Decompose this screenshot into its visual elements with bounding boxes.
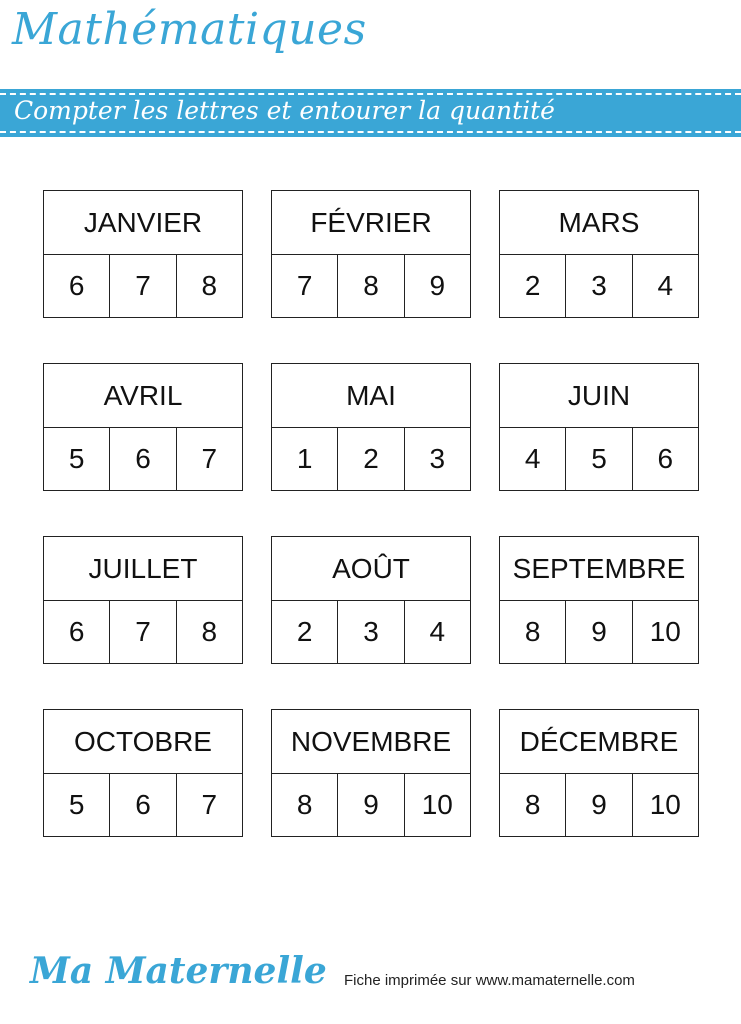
- number-choice[interactable]: 6: [110, 428, 176, 490]
- month-card: [499, 536, 699, 664]
- number-choices: [272, 601, 470, 663]
- month-name: SEPTEMBRE: [500, 537, 698, 601]
- month-name: OCTOBRE: [44, 710, 242, 774]
- number-choice[interactable]: 2: [272, 601, 338, 663]
- month-card: [43, 536, 243, 664]
- number-choice[interactable]: 9: [338, 774, 404, 836]
- month-name: FÉVRIER: [272, 191, 470, 255]
- number-choice[interactable]: 7: [110, 601, 176, 663]
- month-card: [271, 190, 471, 318]
- number-choice[interactable]: 9: [429, 270, 446, 301]
- print-source-note: Fiche imprimée sur www.mamaternelle.com: [344, 972, 635, 989]
- number-choices: [272, 255, 470, 317]
- brand-logo: Ma Maternelle: [30, 950, 327, 992]
- month-card: [43, 709, 243, 837]
- number-choice[interactable]: 10: [649, 789, 681, 820]
- page-title: Mathématiques: [12, 4, 367, 55]
- month-name: NOVEMBRE: [272, 710, 470, 774]
- month-card: [499, 190, 699, 318]
- month-name: JUILLET: [44, 537, 242, 601]
- month-card: [271, 709, 471, 837]
- month-card: [43, 190, 243, 318]
- number-choices: [44, 428, 242, 490]
- number-choice[interactable]: 8: [201, 270, 218, 301]
- number-choice[interactable]: 7: [110, 255, 176, 317]
- month-name: JANVIER: [44, 191, 242, 255]
- number-choice[interactable]: 8: [201, 616, 218, 647]
- number-choice[interactable]: 4: [429, 616, 446, 647]
- number-choice[interactable]: 2: [338, 428, 404, 490]
- number-choice[interactable]: 6: [44, 601, 110, 663]
- number-choices: [500, 255, 698, 317]
- number-choices: [500, 428, 698, 490]
- month-card: [499, 363, 699, 491]
- number-choice[interactable]: 6: [657, 443, 674, 474]
- number-choice[interactable]: 5: [44, 428, 110, 490]
- month-card: [499, 709, 699, 837]
- number-choice[interactable]: 7: [201, 789, 218, 820]
- month-name: MARS: [500, 191, 698, 255]
- month-name: JUIN: [500, 364, 698, 428]
- month-card: [43, 363, 243, 491]
- number-choice[interactable]: 9: [566, 774, 632, 836]
- number-choice[interactable]: 5: [44, 774, 110, 836]
- number-choice[interactable]: 6: [44, 255, 110, 317]
- number-choice[interactable]: 4: [657, 270, 674, 301]
- number-choice[interactable]: 3: [429, 443, 446, 474]
- month-name: DÉCEMBRE: [500, 710, 698, 774]
- month-card: [271, 536, 471, 664]
- number-choice[interactable]: 8: [500, 601, 566, 663]
- month-name: MAI: [272, 364, 470, 428]
- number-choice[interactable]: 6: [110, 774, 176, 836]
- number-choices: [44, 255, 242, 317]
- number-choice[interactable]: 3: [338, 601, 404, 663]
- number-choice[interactable]: 7: [201, 443, 218, 474]
- number-choice[interactable]: 4: [500, 428, 566, 490]
- number-choices: [500, 774, 698, 836]
- number-choice[interactable]: 1: [272, 428, 338, 490]
- number-choice[interactable]: 8: [500, 774, 566, 836]
- number-choices: [44, 774, 242, 836]
- number-choice[interactable]: 2: [500, 255, 566, 317]
- number-choice[interactable]: 8: [272, 774, 338, 836]
- instruction-text: Compter les lettres et entourer la quantité: [14, 96, 555, 125]
- number-choice[interactable]: 3: [566, 255, 632, 317]
- month-card: [271, 363, 471, 491]
- number-choices: [500, 601, 698, 663]
- number-choice[interactable]: 7: [272, 255, 338, 317]
- number-choices: [272, 428, 470, 490]
- subtitle-banner: [0, 89, 741, 137]
- number-choice[interactable]: 9: [566, 601, 632, 663]
- number-choice[interactable]: 10: [421, 789, 453, 820]
- number-choices: [272, 774, 470, 836]
- month-name: AVRIL: [44, 364, 242, 428]
- month-name: AOÛT: [272, 537, 470, 601]
- number-choice[interactable]: 5: [566, 428, 632, 490]
- number-choice[interactable]: 8: [338, 255, 404, 317]
- number-choice[interactable]: 10: [649, 616, 681, 647]
- number-choices: [44, 601, 242, 663]
- month-cards-grid: [43, 190, 699, 838]
